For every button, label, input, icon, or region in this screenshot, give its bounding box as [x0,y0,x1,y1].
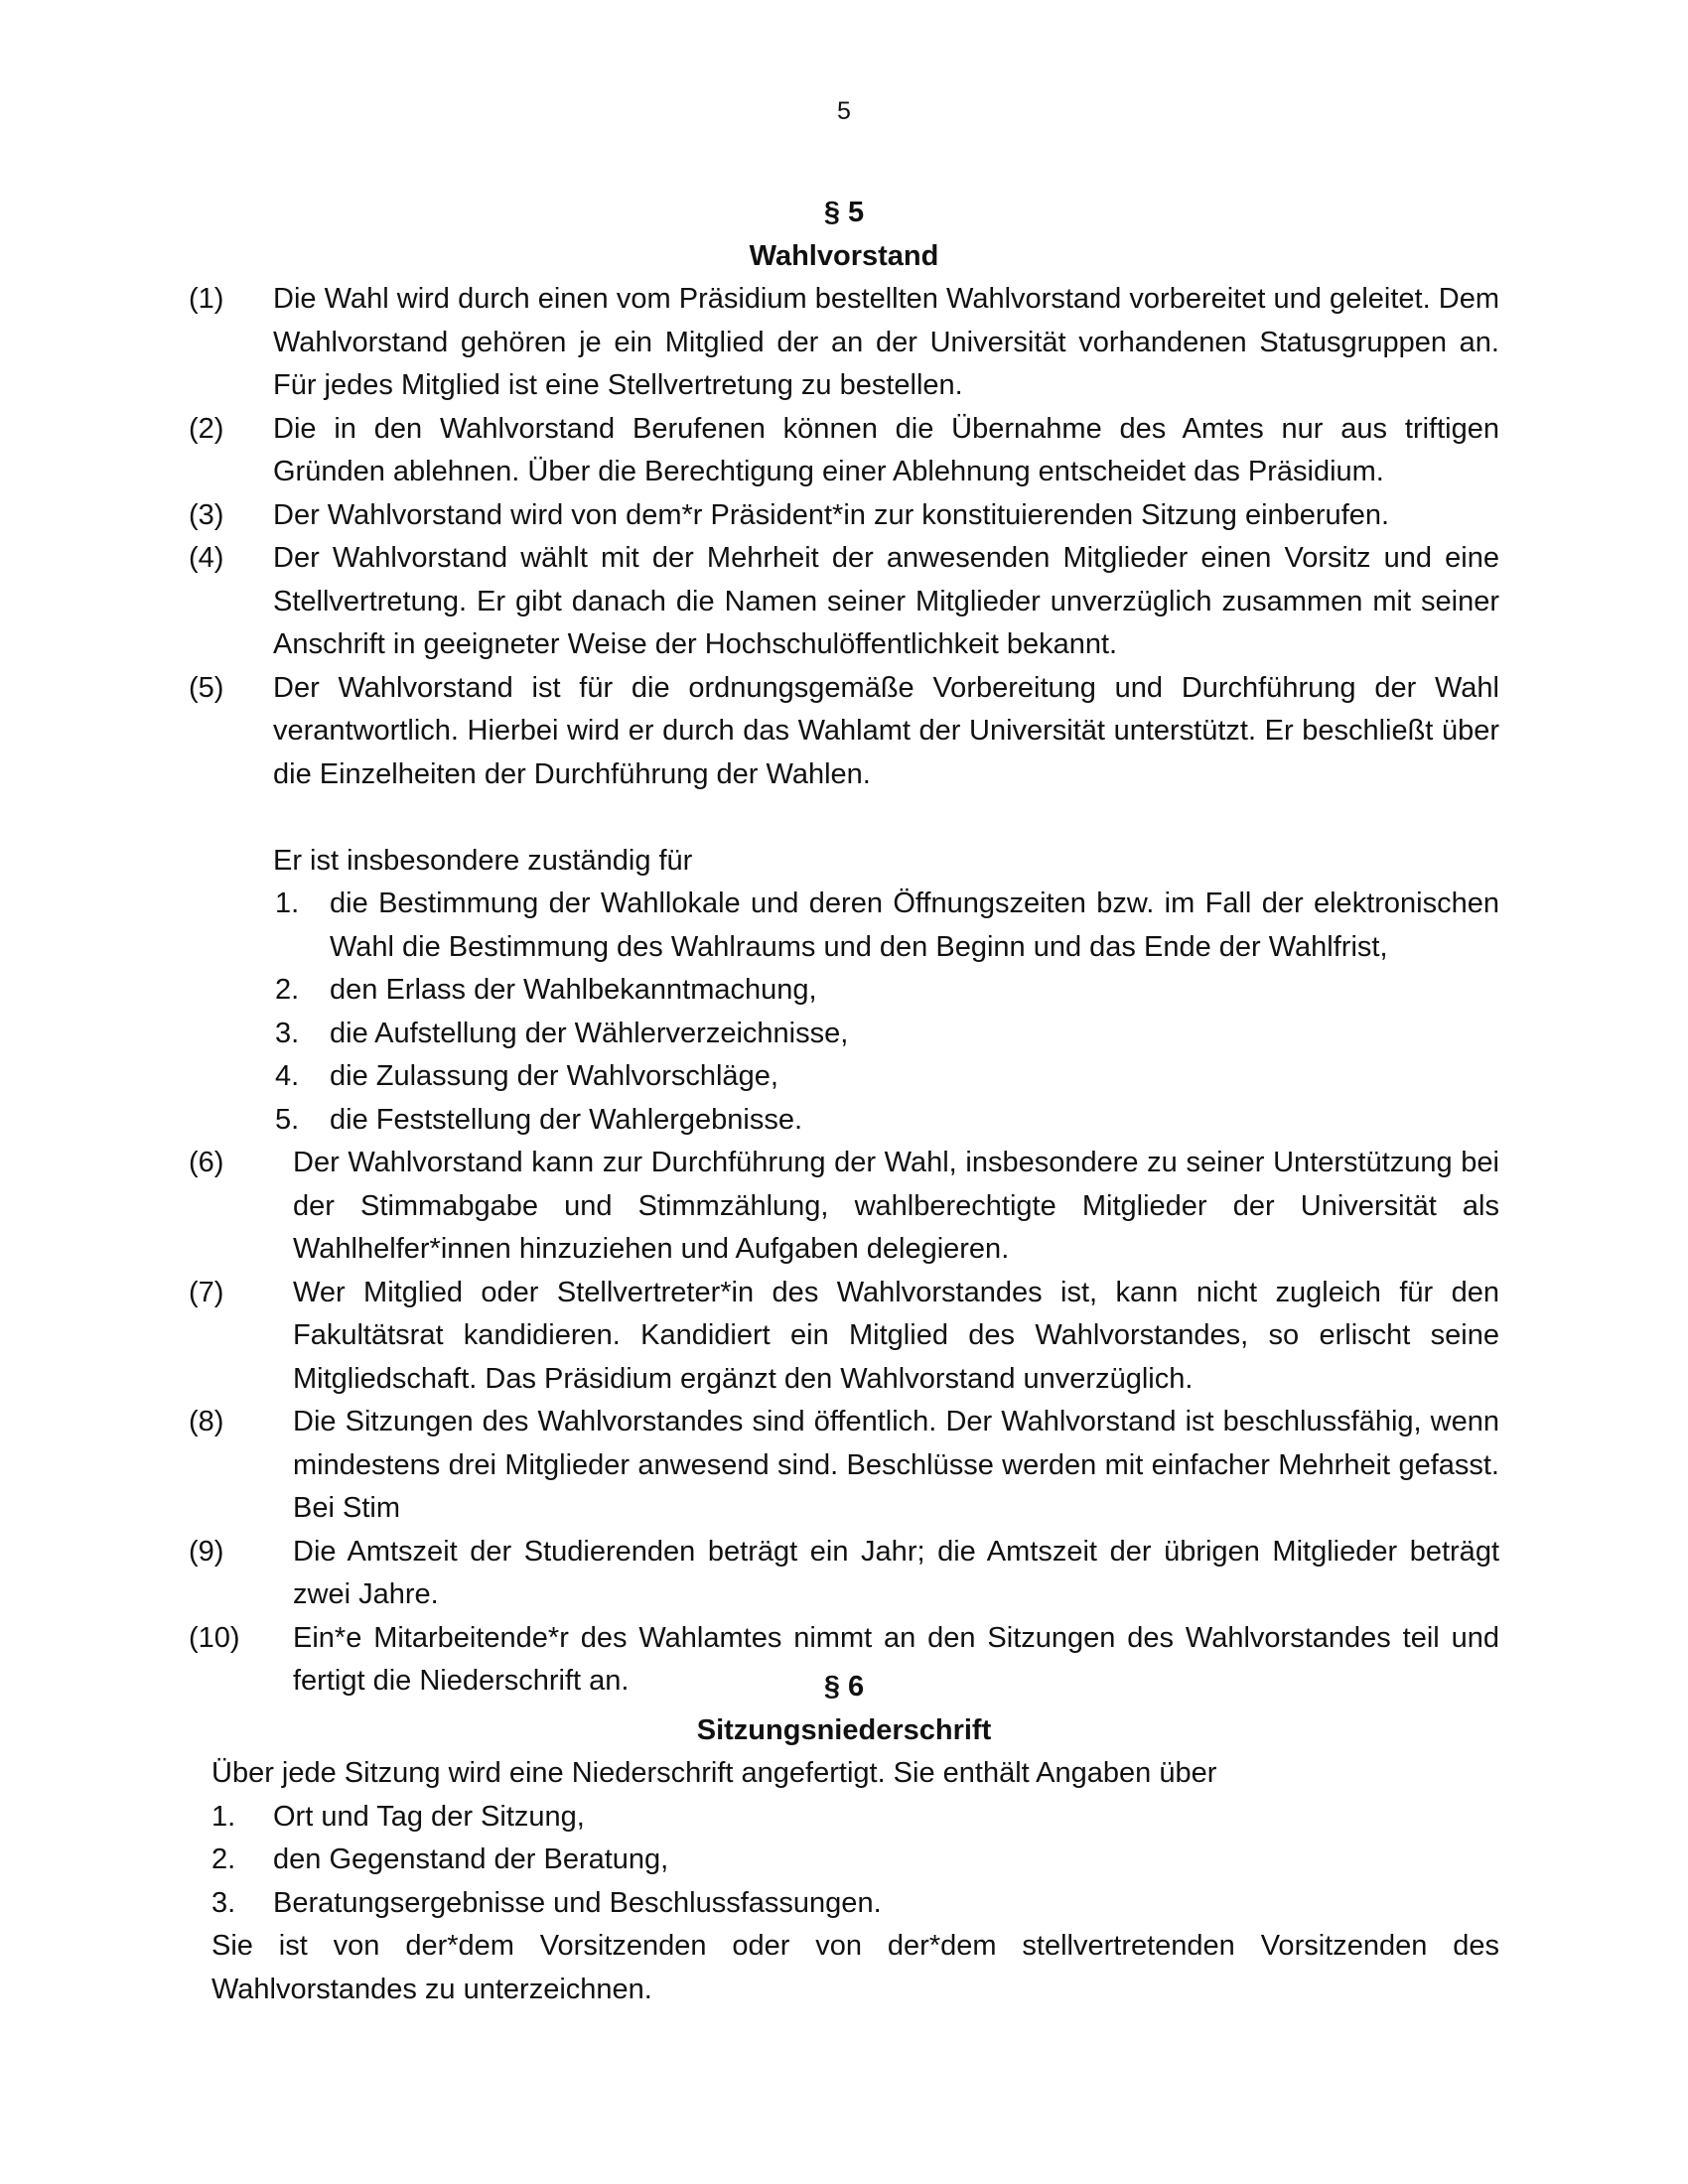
list-item [273,1055,1499,1099]
list-item [273,1099,1499,1143]
paragraph-text: Der Wahlvorstand ist für die ordnungsgemäße Vorbereitung und Durchführung der Wahl verantwortlich. Hierbei wird er durch das Wahlamt der Universität unterstützt. Er beschließt über die Einzelheiten der Durchführung der Wahlen. [273,671,1499,790]
paragraph-5 [189,667,1499,797]
paragraph-number: (4) [189,542,224,574]
paragraph-number: (1) [189,283,224,315]
list-item [273,969,1499,1013]
paragraph-number: (7) [189,1276,224,1308]
paragraph-number: (10) [189,1621,240,1654]
paragraph-text: Der Wahlvorstand kann zur Durchführung der Wahl, insbesondere zu seiner Unterstützung bei der Stimmabgabe und Stimmzählung, wahlberechtigte Mitglieder der Universität als Wahlhelfer*innen hinzuziehen und Aufgaben delegieren. [293,1147,1499,1265]
list-item [273,883,1499,969]
section-6-symbol: § 6 [823,1671,865,1703]
paragraph-text: Der Wahlvorstand wählt mit der Mehrheit der anwesenden Mitglieder einen Vorsitz und eine Stellvertretung. Er gibt danach die Namen seiner Mitglieder unverzüglich zusammen mit seiner Anschrift in geeigneter Weise der Hochschulöffentlichkeit bekannt. [273,542,1499,660]
section-5 [189,192,1499,1704]
paragraph-number: (6) [189,1147,224,1178]
list-item-text: Beratungsergebnisse und Beschlussfassungen. [273,1886,882,1919]
list-item [273,1013,1499,1056]
paragraph-text: Der Wahlvorstand wird von dem*r Präsident*in zur konstituierenden Sitzung einberufen. [273,498,1390,531]
section-5-symbol: § 5 [823,197,865,228]
paragraph-number: (2) [189,412,224,445]
paragraph-7 [189,1272,1499,1402]
list-item-number: 4. [275,1060,300,1092]
section-6-title: Sitzungsniederschrift [696,1713,992,1746]
paragraph-8 [189,1401,1499,1531]
responsibilities-intro: Er ist insbesondere zuständig für [273,844,693,877]
paragraph-text: Die Amtszeit der Studierenden beträgt ein Jahr; die Amtszeit der übrigen Mitglieder beträgt zwei Jahre. [293,1535,1499,1610]
list-item-number: 3. [211,1886,236,1919]
list-item-number: 2. [211,1843,236,1875]
paragraph-9 [189,1531,1499,1617]
list-item [211,1882,1499,1926]
paragraph-number: (5) [189,671,224,704]
list-item-number: 2. [275,974,300,1006]
section-5-title: Wahlvorstand [749,239,939,272]
list-item-text: die Aufstellung der Wählerverzeichnisse, [330,1017,849,1049]
paragraph-text: Ein*e Mitarbeitende*r des Wahlamtes nimmt an den Sitzungen des Wahlvorstandes teil und fertigt die Niederschrift an. [293,1621,1499,1697]
paragraph-1 [189,278,1499,408]
section-6 [211,1666,1499,2011]
list-item [211,1839,1499,1882]
paragraph-number: (8) [189,1406,224,1437]
list-item-text: die Feststellung der Wahlergebnisse. [330,1103,803,1136]
paragraph-text: Die Wahl wird durch einen vom Präsidium bestellten Wahlvorstand vorbereitet und geleitet. Dem Wahlvorstand gehören je ein Mitglied der an der Universität vorhandenen Statusgruppen an. Für jedes Mitglied ist eine Stellvertretung zu bestellen. [273,283,1499,401]
paragraph-text: Die in den Wahlvorstand Berufenen können die Übernahme des Amtes nur aus triftigen Gründen ablehnen. Über die Berechtigung einer Ablehnung entscheidet das Präsidium. [273,412,1499,487]
paragraph-4 [189,537,1499,667]
responsibilities-list [273,883,1499,1142]
list-item-text: den Erlass der Wahlbekanntmachung, [330,974,817,1006]
paragraph-3 [189,494,1499,538]
list-item-number: 5. [275,1103,300,1136]
list-item-text: den Gegenstand der Beratung, [273,1843,669,1875]
list-item [211,1796,1499,1840]
minutes-list [211,1796,1499,1926]
list-item-text: die Bestimmung der Wahllokale und deren Öffnungszeiten bzw. im Fall der elektronischen Wahl die Bestimmung des Wahlraums und den Beginn und das Ende der Wahlfrist, [330,887,1499,963]
list-item-number: 1. [275,887,300,919]
paragraph-2 [189,408,1499,494]
list-item-number: 1. [211,1800,236,1833]
list-item-number: 3. [275,1017,300,1049]
list-item-text: Ort und Tag der Sitzung, [273,1800,585,1833]
list-item-text: die Zulassung der Wahlvorschläge, [330,1060,778,1092]
minutes-closing: Sie ist von der*dem Vorsitzenden oder von der*dem stellvertretenden Vorsitzenden des Wahlvorstandes zu unterzeichnen. [211,1930,1499,2005]
minutes-intro: Über jede Sitzung wird eine Niederschrift angefertigt. Sie enthält Angaben über [211,1757,1217,1789]
paragraph-6 [189,1142,1499,1272]
paragraph-number: (3) [189,498,224,531]
paragraph-number: (9) [189,1535,224,1568]
paragraph-text: Die Sitzungen des Wahlvorstandes sind öffentlich. Der Wahlvorstand ist beschlussfähig, wenn mindestens drei Mitglieder anwesend sind. Beschlüsse werden mit einfacher Mehrheit gefasst. Bei Stim [293,1406,1499,1524]
paragraph-text: Wer Mitglied oder Stellvertreter*in des Wahlvorstandes ist, kann nicht zugleich für den Fakultätsrat kandidieren. Kandidiert ein Mitglied des Wahlvorstandes, so erlischt seine Mitgliedschaft. Das Präsidium ergänzt den Wahlvorstand unverzüglich. [293,1276,1499,1395]
page-number: 5 [837,97,851,125]
